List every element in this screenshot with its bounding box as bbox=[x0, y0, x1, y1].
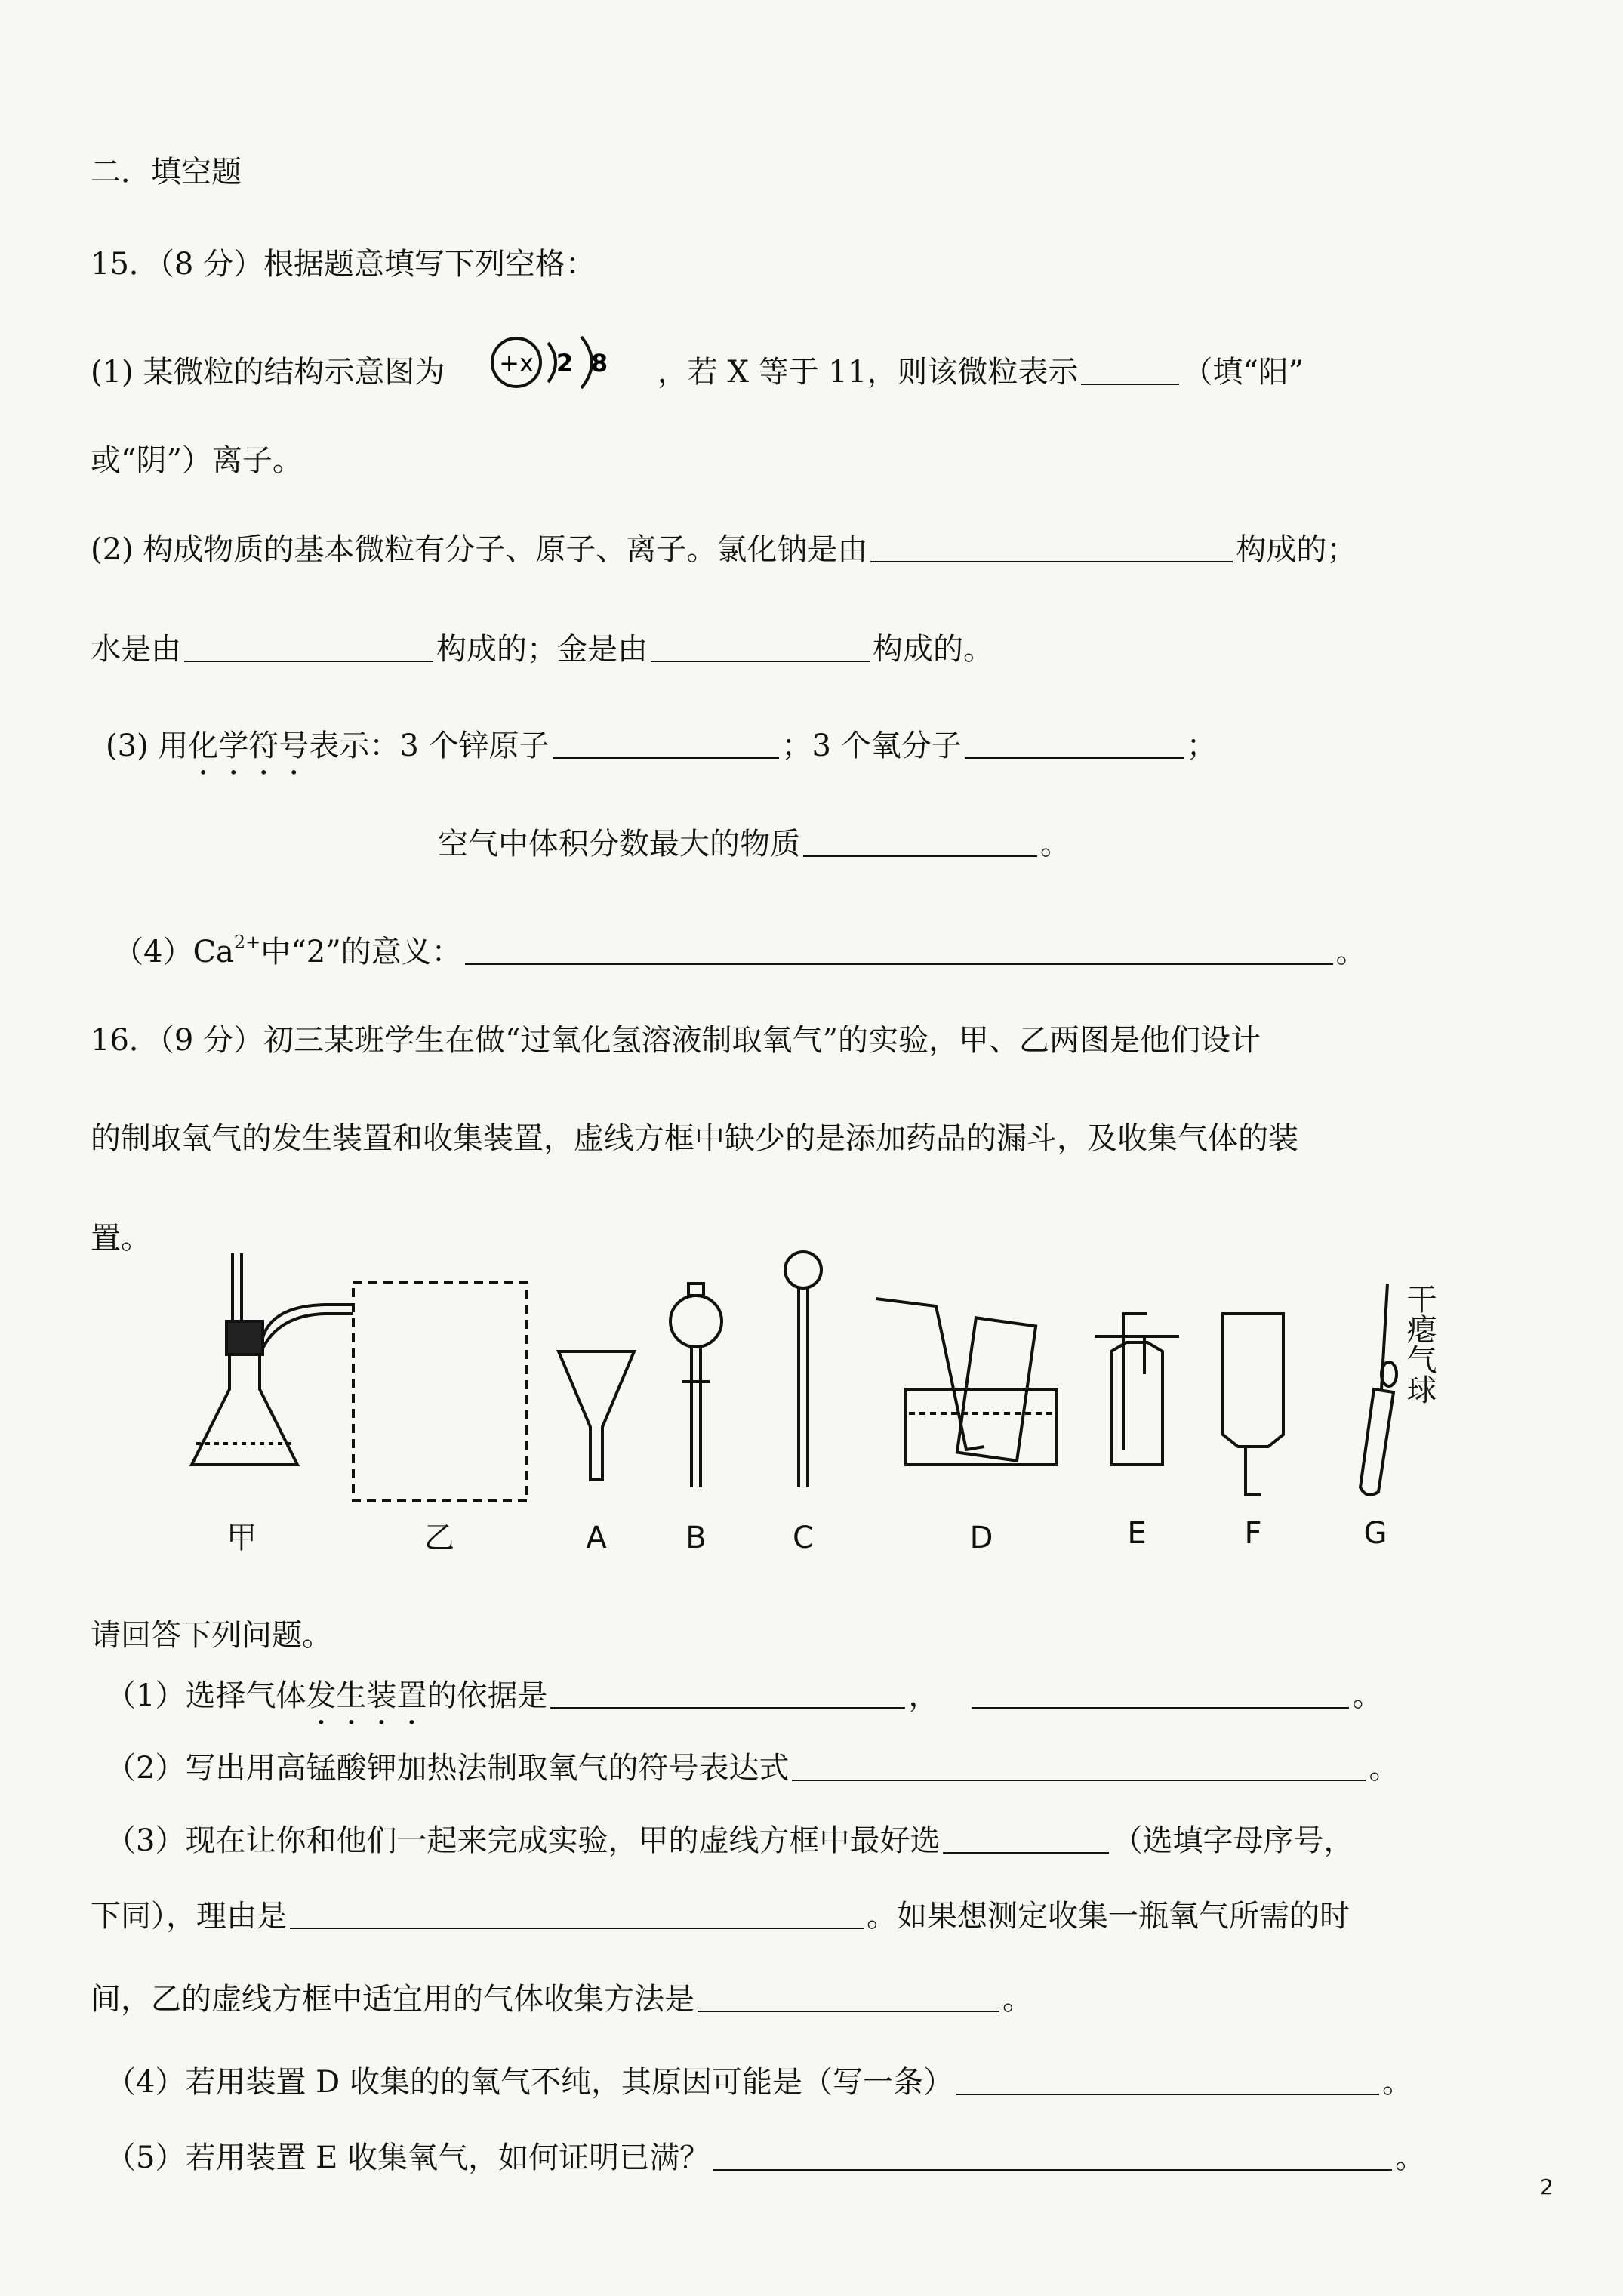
q15-3-zinc-blank[interactable] bbox=[553, 726, 779, 759]
q16-4-reason-blank[interactable] bbox=[956, 2062, 1379, 2095]
q16-1-blank-a[interactable] bbox=[550, 1675, 905, 1709]
q16-1-blank-b[interactable] bbox=[972, 1675, 1349, 1709]
long-stem-funnel-c bbox=[785, 1252, 821, 1487]
label-b: B bbox=[685, 1521, 707, 1555]
q16-intro-line1: 16．（9 分）初三某班学生在做“过氧化氢溶液制取氧气”的实验，甲、乙两图是他们设计 bbox=[91, 1023, 1261, 1058]
shell-2-electrons: 8 bbox=[590, 349, 608, 378]
gas-bottle-e bbox=[1095, 1314, 1179, 1465]
q16-intro-line3: 置。 bbox=[91, 1221, 151, 1256]
q16-part3-line2: 下同），理由是 。如果想测定收集一瓶氧气所需的时 bbox=[91, 1895, 1464, 1937]
q16-prompt: 请回答下列问题。 bbox=[91, 1618, 332, 1653]
q15-2-water-blank[interactable] bbox=[184, 629, 433, 662]
nucleus-label: +x bbox=[499, 349, 534, 378]
inverted-bottle-f bbox=[1223, 1314, 1283, 1495]
q16-2-equation-blank[interactable] bbox=[792, 1748, 1366, 1781]
separatory-funnel-b bbox=[670, 1284, 722, 1487]
q16-intro-line2: 的制取氧气的发生装置和收集装置，虚线方框中缺少的是添加药品的漏斗，及收集气体的装 bbox=[91, 1121, 1298, 1156]
q15-part3-line1: (3) 用化学符号表示：3 个锌原子 ；3 个氧分子 ； bbox=[106, 725, 1480, 781]
q16-3-choice-blank[interactable] bbox=[943, 1820, 1109, 1854]
q16-part3-line3: 间，乙的虚线方框中适宜用的气体收集方法是 。 bbox=[91, 1978, 1464, 2020]
dashed-box-yi bbox=[353, 1282, 527, 1501]
label-jia: 甲 bbox=[226, 1521, 257, 1555]
q15-header: 15．（8 分）根据题意填写下列空格： bbox=[91, 247, 596, 282]
funnel-a bbox=[559, 1351, 634, 1480]
label-a: A bbox=[586, 1521, 607, 1555]
q15-3-oxygen-blank[interactable] bbox=[965, 726, 1184, 759]
label-c: C bbox=[793, 1521, 814, 1555]
q15-part3-line2: 空气中体积分数最大的物质 。 bbox=[438, 823, 1623, 865]
q15-part1-cont: 或“阴”）离子。 bbox=[91, 443, 303, 478]
q16-3-reason-blank[interactable] bbox=[290, 1896, 864, 1929]
q15-3-air-blank[interactable] bbox=[803, 824, 1037, 857]
section-title: 二．填空题 bbox=[91, 155, 242, 190]
q15-part2-line1: (2) 构成物质的基本微粒有分子、原子、离子。氯化钠是由 构成的； bbox=[91, 529, 1464, 571]
atom-structure-diagram bbox=[479, 332, 630, 393]
page-number: 2 bbox=[1540, 2174, 1554, 2199]
q16-part4: （4）若用装置 D 收集的的氧气不纯，其原因可能是（写一条） 。 bbox=[106, 2061, 1480, 2103]
q15-1-blank[interactable] bbox=[1081, 352, 1179, 385]
label-g: G bbox=[1363, 1516, 1387, 1551]
q16-part3-line1: （3）现在让你和他们一起来完成实验，甲的虚线方框中最好选 （选填字母序号， bbox=[106, 1820, 1480, 1862]
q16-part1: （1）选择气体发生装置的依据是 ， 。 bbox=[106, 1675, 1480, 1731]
label-d: D bbox=[969, 1521, 993, 1555]
shell-1-electrons: 2 bbox=[556, 349, 574, 378]
test-tube-balloon-g bbox=[1360, 1284, 1397, 1495]
q16-part2: （2）写出用高锰酸钾加热法制取氧气的符号表达式 。 bbox=[106, 1747, 1480, 1789]
q15-4-meaning-blank[interactable] bbox=[465, 932, 1333, 965]
q15-part4: $(4)Ca^{2+}$中“2”的意义： 。 bbox=[113, 932, 1366, 969]
q15-part1: (1) 某微粒的结构示意图为 +x 2 8 ，若 X 等于 11，则该微粒表示 （填“阳” bbox=[91, 332, 1464, 393]
q16-5-full-blank[interactable] bbox=[713, 2137, 1392, 2171]
flask-apparatus-jia bbox=[192, 1253, 353, 1465]
q16-part5: （5）若用装置 E 收集氧气，如何证明已满？ 。 bbox=[106, 2137, 1480, 2179]
q15-2-nacl-blank[interactable] bbox=[870, 529, 1233, 562]
q15-2-gold-blank[interactable] bbox=[651, 629, 870, 662]
label-e: E bbox=[1127, 1516, 1147, 1551]
water-trough-d bbox=[876, 1299, 1057, 1465]
label-yi: 乙 bbox=[424, 1521, 454, 1555]
q16-3-method-blank[interactable] bbox=[698, 1979, 999, 2012]
balloon-text: 干瘪气球 bbox=[1402, 1284, 1437, 1404]
q15-part2-line2: 水是由 构成的；金是由 构成的。 bbox=[91, 628, 1464, 670]
label-f: F bbox=[1244, 1516, 1262, 1551]
apparatus-figure bbox=[151, 1238, 1510, 1555]
